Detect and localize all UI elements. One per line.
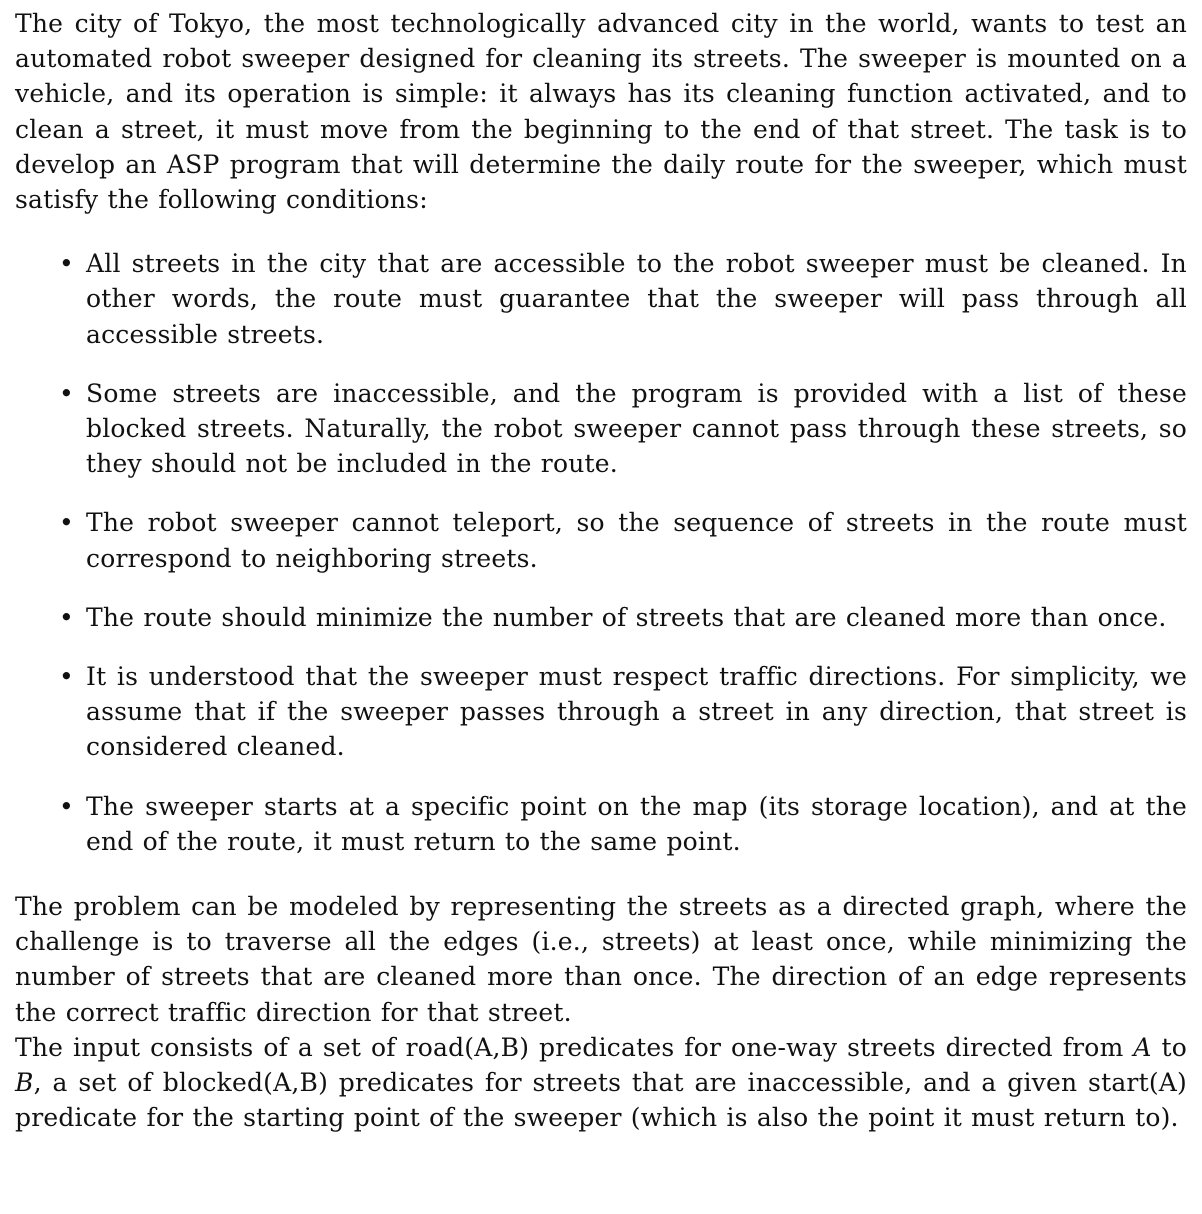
intro-paragraph: The city of Tokyo, the most technologically advanced city in the world, wants to test an automated robot sweeper designed for cleaning its streets. The sweeper is mounted on a vehicle, and its operation is simple: it always has its cleaning function activated, and to clean a street, it must move from the beginning to the end of that street. The task is to develop an ASP program that will determine the daily route for the sweeper, which must satisfy the following conditions: [15, 9, 1187, 215]
condition-text: The sweeper starts at a specific point on the map (its storage location), and at the end of the route, it must return to the same point. [86, 791, 1187, 856]
bullet-icon: • [59, 378, 74, 408]
conditions-list [15, 246, 1187, 859]
variable-a: A [1133, 1032, 1152, 1062]
condition-text: The robot sweeper cannot teleport, so the sequence of streets in the route must correspond to neighboring streets. [86, 508, 1187, 573]
input-text-part2: to [1151, 1032, 1187, 1062]
input-paragraph [15, 1030, 1187, 1136]
condition-item [15, 789, 1187, 859]
bullet-icon: • [59, 508, 74, 538]
bullet-icon: • [59, 249, 74, 279]
bullet-icon: • [59, 602, 74, 632]
document-page [15, 6, 1187, 1135]
condition-text: It is understood that the sweeper must respect traffic directions. For simplicity, we assume that if the sweeper passes through a street in any direction, that street is considered cleaned. [86, 662, 1187, 762]
bullet-icon: • [59, 662, 74, 692]
condition-item [15, 600, 1187, 635]
condition-item [15, 505, 1187, 575]
input-text-part3: , a set of blocked(A,B) predicates for streets that are inaccessible, and a given start(A) predicate for the starting point of the sweeper (which is also the point it must return to). [15, 1068, 1187, 1133]
condition-text: Some streets are inaccessible, and the program is provided with a list of these blocked streets. Naturally, the robot sweeper cannot pass through these streets, so they should not be included in the route. [86, 378, 1187, 479]
input-text-part1: The input consists of a set of road(A,B) predicates for one-way streets directed from [15, 1032, 1134, 1062]
bullet-icon: • [59, 791, 74, 821]
condition-text: All streets in the city that are accessible to the robot sweeper must be cleaned. In other words, the route must guarantee that the sweeper will pass through all accessible streets. [86, 249, 1187, 349]
condition-item [15, 659, 1187, 765]
condition-item [15, 246, 1187, 352]
condition-text: The route should minimize the number of streets that are cleaned more than once. [86, 602, 1167, 632]
condition-item [15, 376, 1187, 482]
model-paragraph: The problem can be modeled by representing the streets as a directed graph, where the challenge is to traverse all the edges (i.e., streets) at least once, while minimizing the number of streets that are cleaned more than once. The direction of an edge represents the correct traffic direction for that street. [15, 892, 1187, 1027]
variable-b: B [15, 1068, 34, 1098]
